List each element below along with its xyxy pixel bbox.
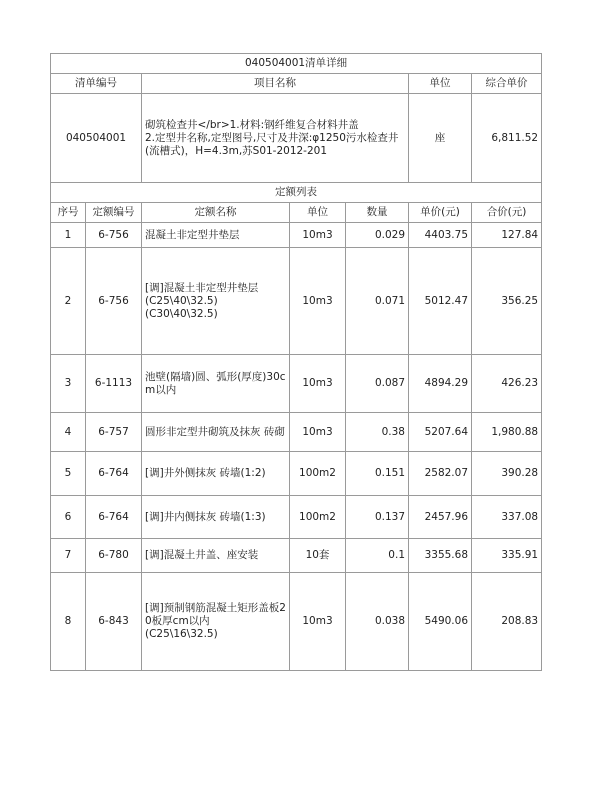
item-price: 6,811.52 bbox=[472, 94, 542, 183]
quota-qty: 0.151 bbox=[346, 452, 409, 496]
quota-qty: 0.38 bbox=[346, 413, 409, 452]
quota-total: 208.83 bbox=[472, 573, 542, 671]
quota-seq: 7 bbox=[51, 539, 86, 573]
quota-price: 4894.29 bbox=[409, 355, 472, 413]
header-price: 综合单价 bbox=[472, 74, 542, 94]
item-code: 040504001 bbox=[51, 94, 142, 183]
quota-unit: 10m3 bbox=[290, 248, 346, 355]
quota-unit: 10套 bbox=[290, 539, 346, 573]
quota-qty: 0.087 bbox=[346, 355, 409, 413]
quota-seq: 1 bbox=[51, 223, 86, 248]
quota-qty: 0.029 bbox=[346, 223, 409, 248]
quota-header-price: 单价(元) bbox=[409, 203, 472, 223]
quota-price: 2582.07 bbox=[409, 452, 472, 496]
quota-name: [调]预制钢筋混凝土矩形盖板20板厚cm以内 (C25\16\32.5) bbox=[142, 573, 290, 671]
quota-qty: 0.071 bbox=[346, 248, 409, 355]
quota-seq: 5 bbox=[51, 452, 86, 496]
quota-code: 6-1113 bbox=[86, 355, 142, 413]
quota-seq: 2 bbox=[51, 248, 86, 355]
quota-qty: 0.038 bbox=[346, 573, 409, 671]
quota-price: 5207.64 bbox=[409, 413, 472, 452]
quota-row bbox=[51, 573, 542, 671]
quota-name: [调]井内侧抹灰 砖墙(1:3) bbox=[142, 496, 290, 539]
quota-row bbox=[51, 223, 542, 248]
item-name: 砌筑检查井</br>1.材料:钢纤维复合材料井盖 2.定型井名称,定型图号,尺寸及井深:φ1250污水检查井(流槽式)，H=4.3m,苏S01-2012-201 bbox=[142, 94, 409, 183]
quota-qty: 0.137 bbox=[346, 496, 409, 539]
quota-price: 4403.75 bbox=[409, 223, 472, 248]
quota-row bbox=[51, 355, 542, 413]
quota-seq: 8 bbox=[51, 573, 86, 671]
quota-code: 6-757 bbox=[86, 413, 142, 452]
bill-detail-sheet bbox=[50, 53, 541, 671]
item-unit: 座 bbox=[409, 94, 472, 183]
quota-header-total: 合价(元) bbox=[472, 203, 542, 223]
quota-seq: 6 bbox=[51, 496, 86, 539]
quota-total: 1,980.88 bbox=[472, 413, 542, 452]
quota-unit: 10m3 bbox=[290, 223, 346, 248]
quota-unit: 100m2 bbox=[290, 496, 346, 539]
quota-header-name: 定额名称 bbox=[142, 203, 290, 223]
quota-price: 5490.06 bbox=[409, 573, 472, 671]
quota-code: 6-764 bbox=[86, 496, 142, 539]
quota-header-unit: 单位 bbox=[290, 203, 346, 223]
quota-unit: 10m3 bbox=[290, 355, 346, 413]
quota-unit: 10m3 bbox=[290, 413, 346, 452]
header-unit: 单位 bbox=[409, 74, 472, 94]
quota-total: 127.84 bbox=[472, 223, 542, 248]
quota-unit: 10m3 bbox=[290, 573, 346, 671]
quota-unit: 100m2 bbox=[290, 452, 346, 496]
header-code: 清单编号 bbox=[51, 74, 142, 94]
quota-code: 6-756 bbox=[86, 223, 142, 248]
quota-name: [调]混凝土非定型井垫层 (C25\40\32.5) (C30\40\32.5) bbox=[142, 248, 290, 355]
quota-total: 390.28 bbox=[472, 452, 542, 496]
quota-total: 356.25 bbox=[472, 248, 542, 355]
quota-header-code: 定额编号 bbox=[86, 203, 142, 223]
quota-header-seq: 序号 bbox=[51, 203, 86, 223]
quota-seq: 3 bbox=[51, 355, 86, 413]
header-name: 项目名称 bbox=[142, 74, 409, 94]
quota-total: 337.08 bbox=[472, 496, 542, 539]
quota-row bbox=[51, 452, 542, 496]
quota-code: 6-756 bbox=[86, 248, 142, 355]
quota-name: 圆形非定型井砌筑及抹灰 砖砌 bbox=[142, 413, 290, 452]
quota-seq: 4 bbox=[51, 413, 86, 452]
quota-total: 335.91 bbox=[472, 539, 542, 573]
quota-price: 2457.96 bbox=[409, 496, 472, 539]
quota-row bbox=[51, 539, 542, 573]
quota-name: 混凝土非定型井垫层 bbox=[142, 223, 290, 248]
quota-row bbox=[51, 413, 542, 452]
quota-total: 426.23 bbox=[472, 355, 542, 413]
bill-detail-table bbox=[50, 53, 542, 671]
quota-code: 6-764 bbox=[86, 452, 142, 496]
quota-name: [调]井外侧抹灰 砖墙(1:2) bbox=[142, 452, 290, 496]
quota-row bbox=[51, 248, 542, 355]
quota-price: 3355.68 bbox=[409, 539, 472, 573]
quota-qty: 0.1 bbox=[346, 539, 409, 573]
quota-code: 6-843 bbox=[86, 573, 142, 671]
quota-name: 池壁(隔墙)圆、弧形(厚度)30cm以内 bbox=[142, 355, 290, 413]
quota-name: [调]混凝土井盖、座安装 bbox=[142, 539, 290, 573]
quota-row bbox=[51, 496, 542, 539]
sheet-title: 040504001清单详细 bbox=[51, 54, 542, 74]
quota-list-title: 定额列表 bbox=[51, 183, 542, 203]
quota-code: 6-780 bbox=[86, 539, 142, 573]
quota-price: 5012.47 bbox=[409, 248, 472, 355]
quota-header-qty: 数量 bbox=[346, 203, 409, 223]
